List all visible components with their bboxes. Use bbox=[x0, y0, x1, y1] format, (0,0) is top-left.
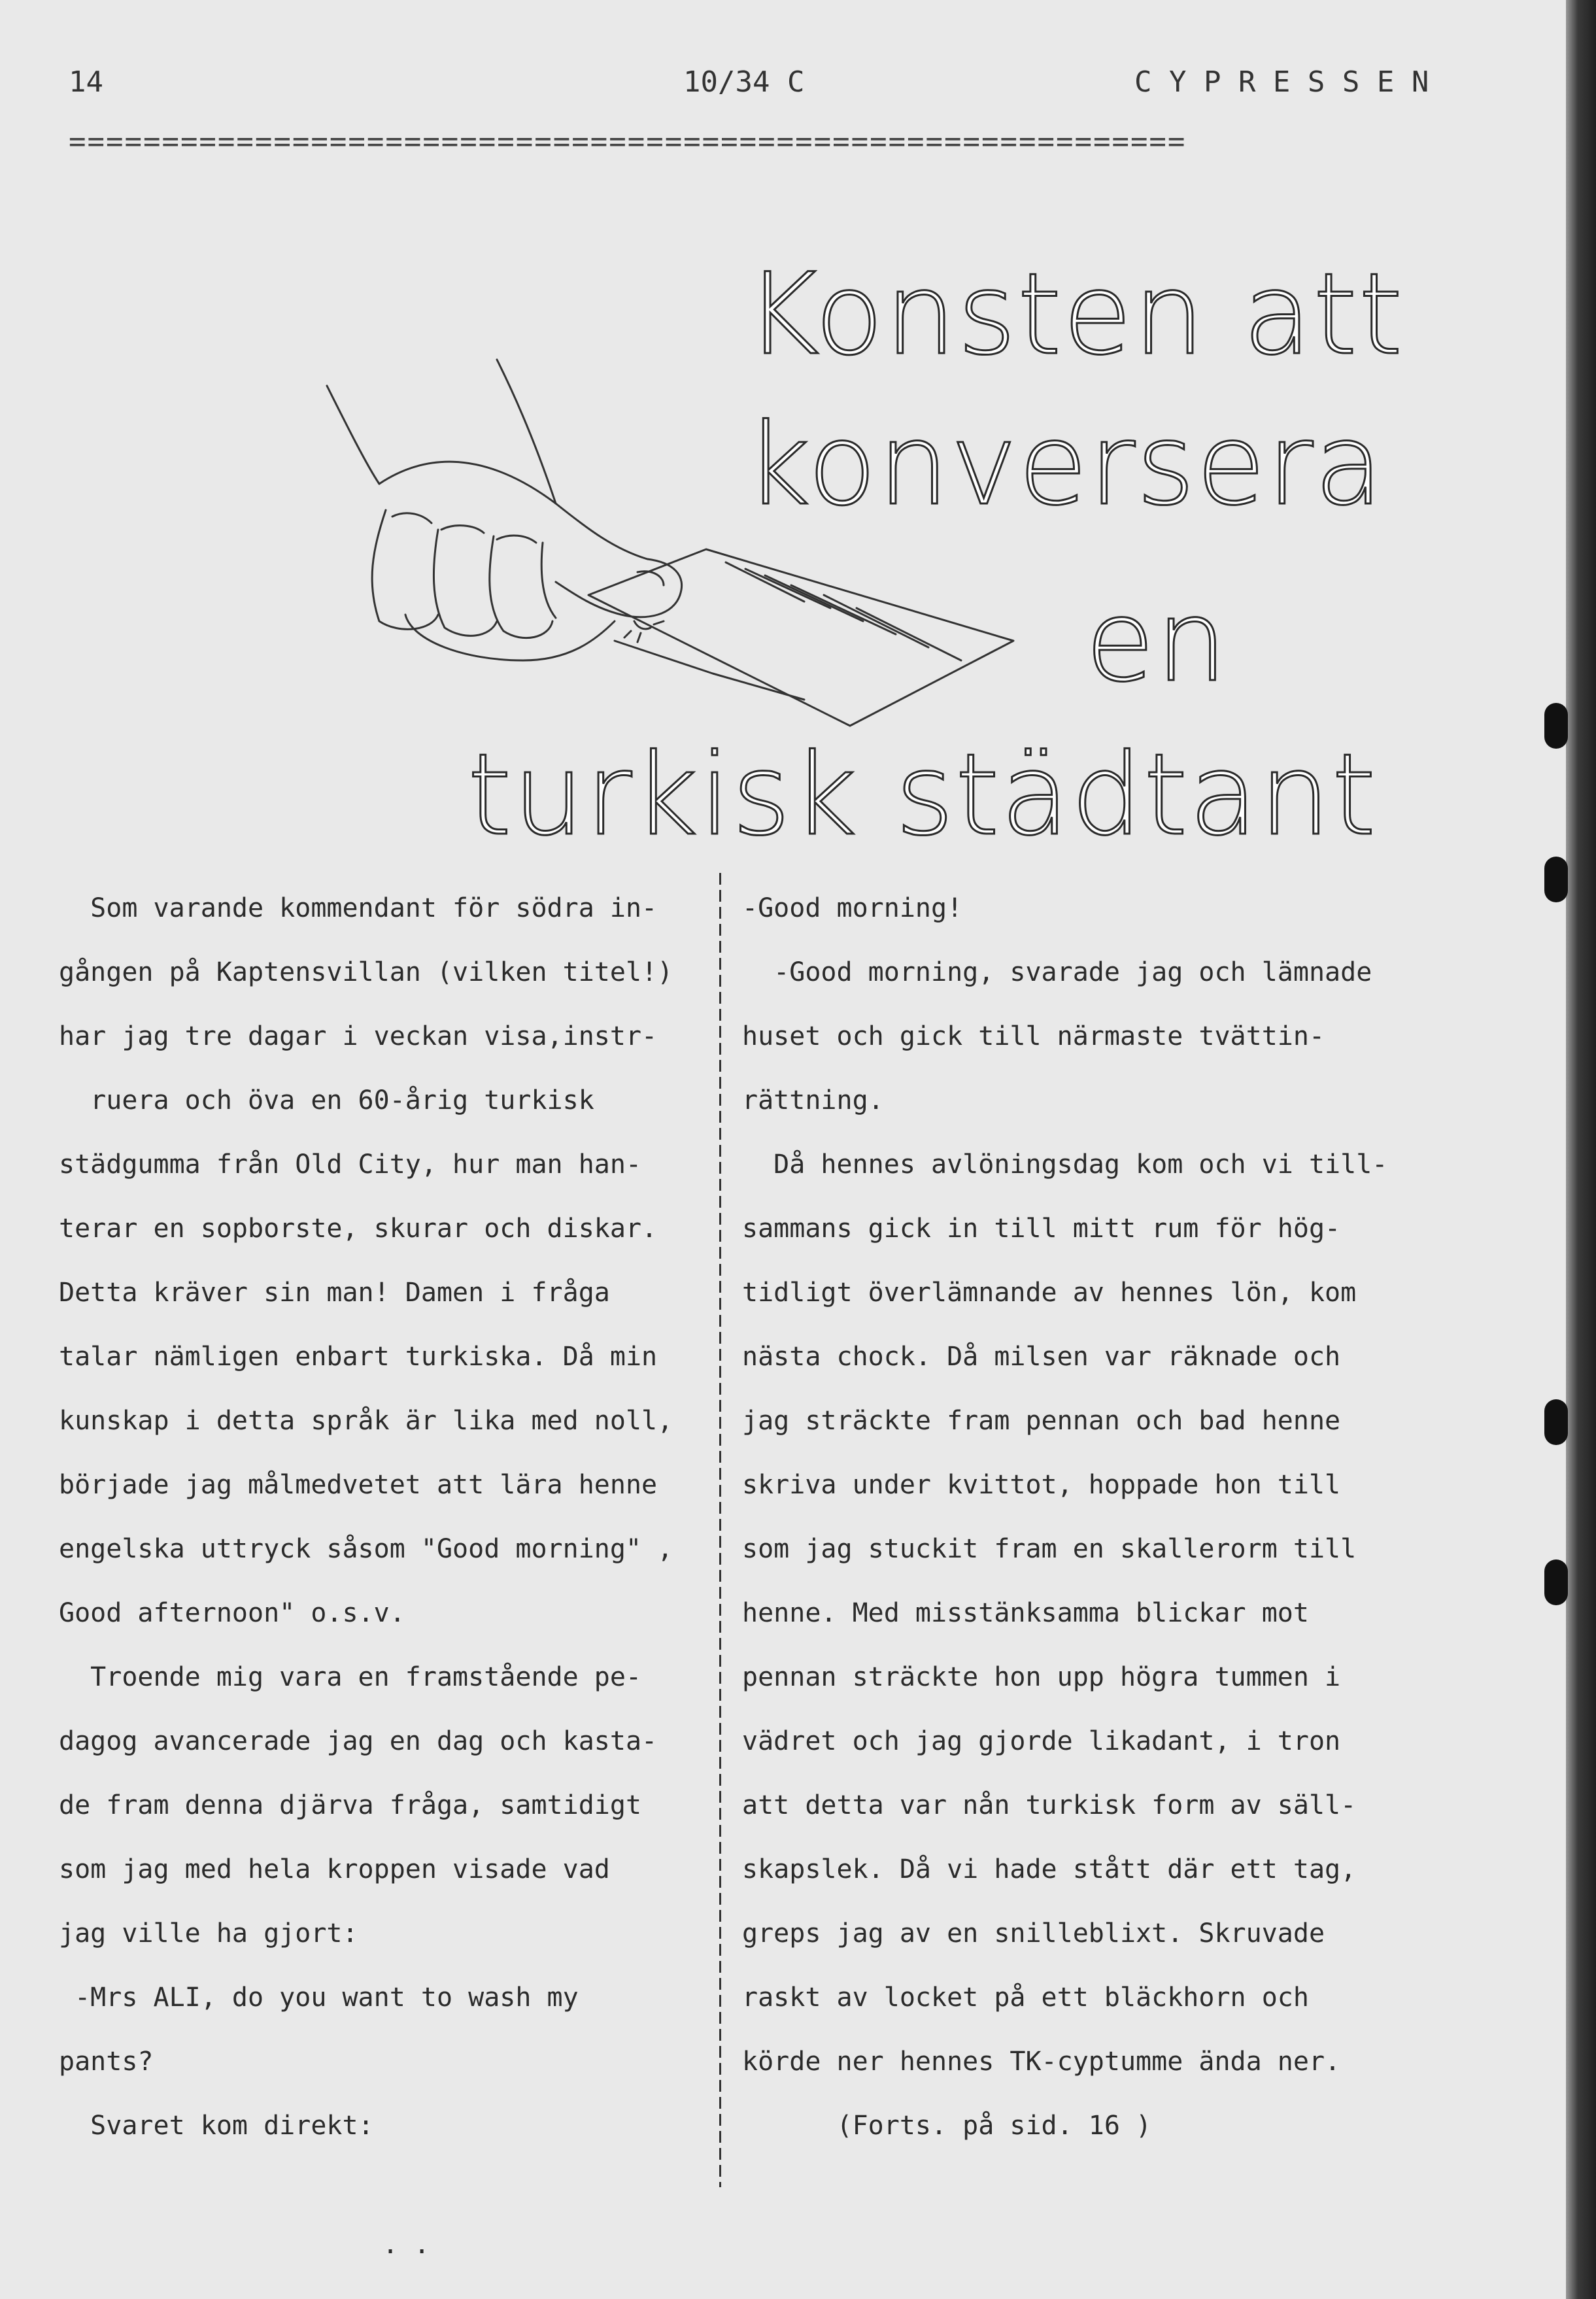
left-line: de fram denna djärva fråga, samtidigt bbox=[59, 1790, 642, 1820]
left-line: har jag tre dagar i veckan visa,instr- bbox=[59, 1021, 658, 1051]
left-line: började jag målmedvetet att lära henne bbox=[59, 1470, 658, 1500]
right-line: körde ner hennes TK-cyptumme ända ner. bbox=[742, 2047, 1341, 2077]
right-line: skriva under kvittot, hoppade hon till bbox=[742, 1470, 1341, 1500]
title-line-4: turkisk städtant bbox=[467, 729, 1378, 860]
left-line: städgumma från Old City, hur man han- bbox=[59, 1150, 642, 1180]
right-line: vädret och jag gjorde likadant, i tron bbox=[742, 1726, 1341, 1756]
binder-hole bbox=[1544, 1399, 1568, 1445]
left-line: Som varande kommendant för södra in- bbox=[59, 893, 658, 923]
left-line: Good afternoon" o.s.v. bbox=[59, 1598, 405, 1628]
right-line: -Good morning! bbox=[742, 893, 963, 923]
page-number: 14 bbox=[69, 65, 103, 99]
left-line: som jag med hela kroppen visade vad bbox=[59, 1854, 610, 1884]
right-line: rättning. bbox=[742, 1085, 884, 1115]
left-column bbox=[59, 876, 713, 2158]
right-line: greps jag av en snilleblixt. Skruvade bbox=[742, 1918, 1325, 1949]
right-line: raskt av locket på ett bläckhorn och bbox=[742, 1983, 1309, 2013]
continuation-note: (Forts. på sid. 16 ) bbox=[742, 2111, 1152, 2141]
right-line: huset och gick till närmaste tvättin- bbox=[742, 1021, 1325, 1051]
left-line: engelska uttryck såsom "Good morning" , bbox=[59, 1534, 673, 1564]
right-line: henne. Med misstänksamma blickar mot bbox=[742, 1598, 1309, 1628]
left-line: gången på Kaptensvillan (vilken titel!) bbox=[59, 957, 673, 987]
left-line: talar nämligen enbart turkiska. Då min bbox=[59, 1342, 658, 1372]
title-line-2: konversera bbox=[745, 399, 1385, 530]
right-line: -Good morning, svarade jag och lämnade bbox=[742, 957, 1372, 987]
scan-edge bbox=[1566, 0, 1596, 2299]
right-line: Då hennes avlöningsdag kom och vi till- bbox=[742, 1150, 1388, 1180]
right-line: skapslek. Då vi hade stått där ett tag, bbox=[742, 1854, 1357, 1884]
binder-hole bbox=[1544, 857, 1568, 902]
right-line: sammans gick in till mitt rum för hög- bbox=[742, 1214, 1341, 1244]
right-column bbox=[742, 876, 1461, 2158]
left-line: ruera och öva en 60-årig turkisk bbox=[59, 1085, 594, 1115]
left-line: pants? bbox=[59, 2047, 154, 2077]
left-line: terar en sopborste, skurar och diskar. bbox=[59, 1214, 658, 1244]
left-line: jag ville ha gjort: bbox=[59, 1918, 358, 1949]
right-line: pennan sträckte hon upp högra tummen i bbox=[742, 1662, 1341, 1692]
right-line: tidligt överlämnande av hennes lön, kom bbox=[742, 1278, 1357, 1308]
column-divider bbox=[719, 873, 721, 2187]
header-rule: ============================================================ bbox=[69, 125, 1187, 158]
binder-hole bbox=[1544, 1559, 1568, 1605]
title-line-1: Konsten att bbox=[745, 248, 1404, 380]
issue-number: 10/34 C bbox=[683, 65, 805, 99]
left-line: Detta kräver sin man! Damen i fråga bbox=[59, 1278, 610, 1308]
binder-hole bbox=[1544, 703, 1568, 749]
left-line: Troende mig vara en framstående pe- bbox=[59, 1662, 642, 1692]
right-line: nästa chock. Då milsen var räknade och bbox=[742, 1342, 1341, 1372]
right-line: jag sträckte fram pennan och bad henne bbox=[742, 1406, 1341, 1436]
left-line: -Mrs ALI, do you want to wash my bbox=[59, 1983, 579, 2013]
left-line: dagog avancerade jag en dag och kasta- bbox=[59, 1726, 658, 1756]
publication-name: C Y P R E S S E N bbox=[1134, 65, 1429, 99]
title-line-3: en bbox=[1085, 575, 1229, 707]
footer-dots: . . bbox=[382, 2230, 430, 2260]
hand-pointing-at-paper-icon bbox=[307, 333, 1053, 739]
right-line: att detta var nån turkisk form av säll- bbox=[742, 1790, 1357, 1820]
left-line: Svaret kom direkt: bbox=[59, 2111, 374, 2141]
right-line: som jag stuckit fram en skallerorm till bbox=[742, 1534, 1357, 1564]
left-line: kunskap i detta språk är lika med noll, bbox=[59, 1406, 673, 1436]
